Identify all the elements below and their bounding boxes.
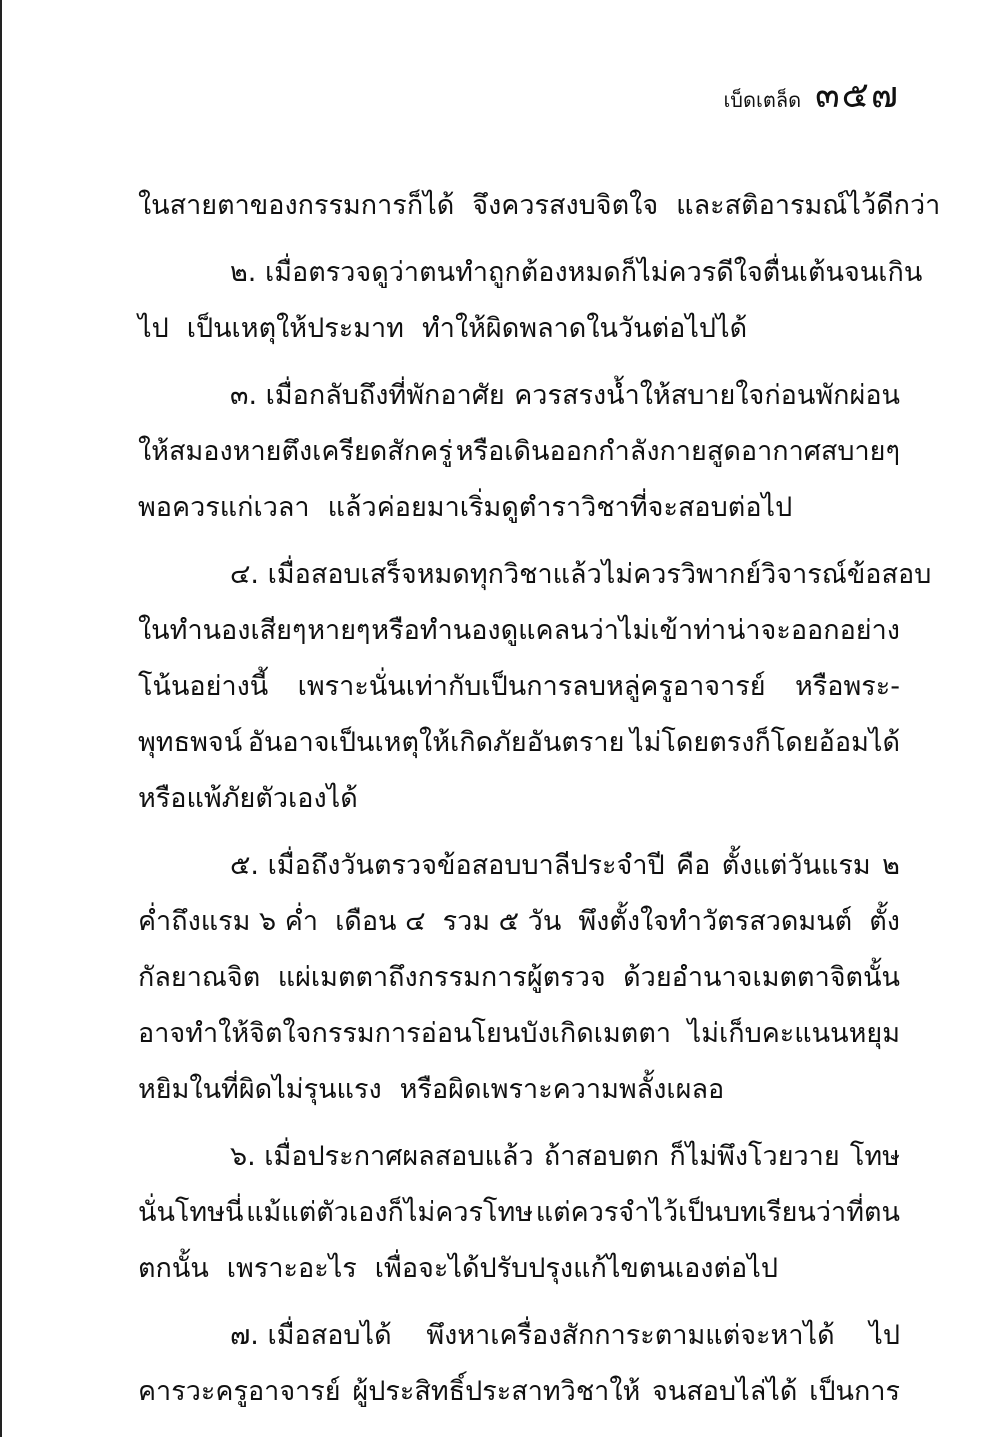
paragraph-item-4 [138, 547, 932, 827]
word-group: แล้วค่อยมาเริ่มดูตำราวิชาที่จะสอบต่อไป [327, 492, 793, 523]
word-group: ก็ไม่พึงโวยวาย [669, 1141, 840, 1172]
word-group: ตั้ง [869, 906, 900, 937]
word-group: ค่ำถึงแรม ๖ ค่ำ [138, 906, 318, 937]
word-group: ไป [138, 313, 169, 344]
text-line [138, 1006, 900, 1062]
word-group: เพราะอะไร [226, 1253, 357, 1284]
running-title: เบ็ดเตล็ด [723, 88, 802, 112]
text-line [138, 771, 900, 827]
word-group: ควรสรงน้ำให้สบายใจก่อนพักผ่อน [514, 380, 900, 411]
word-group: ในสายตาของกรรมการก็ได้ [138, 190, 455, 221]
running-head [723, 75, 900, 116]
word-group: พุทธพจน์ [138, 727, 243, 758]
text-line [138, 1241, 900, 1297]
body-text [138, 178, 941, 1431]
word-group: เพื่อจะได้ปรับปรุงแก้ไขตนเองต่อไป [374, 1253, 778, 1284]
word-group: คือ [676, 850, 711, 881]
word-group: เดือน ๔ [335, 906, 426, 937]
word-group: คารวะครูอาจารย์ [138, 1376, 341, 1407]
word-group: ทำให้ผิดพลาดในวันต่อไปได้ [421, 313, 748, 344]
word-group: ก็ไม่ควรดีใจตื่นเต้นจนเกิน [620, 257, 923, 288]
word-group: พึงตั้งใจทำวัตรสวดมนต์ [578, 906, 853, 937]
word-group: อาจทำให้จิตใจกรรมการอ่อนโยนบังเกิดเมตตา [138, 1018, 672, 1049]
word-group: หรือเดินออกกำลังกายสูดอากาศสบายๆ [455, 436, 900, 467]
paragraph-item-6 [138, 1129, 900, 1297]
word-group: และสติอารมณ์ไว้ดีกว่า [676, 190, 941, 221]
paragraph-item-2 [138, 245, 923, 357]
paragraph-item-3 [138, 368, 900, 536]
word-group: ตกนั้น [138, 1253, 209, 1284]
word-group: เพราะนั่นเท่ากับเป็นการลบหลู่ครูอาจารย์ [297, 671, 766, 702]
text-line [138, 480, 900, 536]
text-line [138, 894, 900, 950]
text-line [138, 368, 900, 424]
word-group: ถ้าสอบตก [543, 1141, 660, 1172]
word-group: ไม่ควรวิพากย์วิจารณ์ข้อสอบ [601, 559, 932, 590]
text-line [138, 950, 900, 1006]
text-line [138, 659, 900, 715]
text-line [138, 1129, 900, 1185]
text-line [138, 301, 900, 357]
word-group: พึงหาเครื่องสักการะตามแต่จะหาได้ [426, 1320, 835, 1351]
text-line [138, 1308, 900, 1364]
word-group: ๕. เมื่อถึงวันตรวจข้อสอบบาลีประจำปี [230, 850, 665, 881]
word-group: รวม ๕ วัน [442, 906, 562, 937]
word-group: หายๆ [307, 615, 371, 646]
text-line [138, 1185, 900, 1241]
text-line [138, 603, 900, 659]
word-group: ๓. เมื่อกลับถึงที่พักอาศัย [230, 380, 505, 411]
text-line [138, 424, 900, 480]
word-group: โน้นอย่างนี้ [138, 671, 269, 702]
word-group: ๒ [882, 850, 900, 881]
word-group: ไป [869, 1320, 900, 1351]
paragraph-item-7 [138, 1308, 900, 1420]
word-group: เป็นการ [809, 1376, 900, 1407]
text-line [138, 245, 923, 301]
word-group: แผ่เมตตาถึงกรรมการผู้ตรวจ [277, 962, 606, 993]
text-line [138, 715, 900, 771]
word-group: ผู้ประสิทธิ์ประสาทวิชาให้ [352, 1376, 641, 1407]
text-line [138, 178, 941, 234]
word-group: ๗. เมื่อสอบได้ [230, 1320, 392, 1351]
word-group: นั่นโทษนี่ [138, 1197, 244, 1228]
page-number: ๓๕๗ [815, 75, 900, 116]
word-group: ไม่เก็บคะแนนหยุม [687, 1018, 900, 1049]
word-group: ด้วยอำนาจเมตตาจิตนั้น [623, 962, 900, 993]
word-group: เป็นเหตุให้ประมาท [186, 313, 404, 344]
word-group: กัลยาณจิต [138, 962, 261, 993]
word-group: ตั้งแต่วันแรม [721, 850, 871, 881]
word-group: ๔. เมื่อสอบเสร็จหมดทุกวิชาแล้ว [230, 559, 602, 590]
word-group: แม้แต่ตัวเองก็ไม่ควรโทษ [246, 1197, 534, 1228]
word-group: ไม่โดยตรงก็โดยอ้อมได้ [630, 727, 900, 758]
word-group: จนสอบไล่ได้ [652, 1376, 798, 1407]
word-group: โทษ [849, 1141, 900, 1172]
word-group: หรือแพ้ภัยตัวเองได้ [138, 783, 358, 814]
word-group: อันอาจเป็นเหตุให้เกิดภัยอันตราย [247, 727, 625, 758]
word-group: ในทำนองเสียๆ [138, 615, 307, 646]
paragraph [138, 178, 941, 234]
word-group: น่าจะออกอย่าง [726, 615, 900, 646]
word-group: จึงควรสงบจิตใจ [472, 190, 659, 221]
word-group: หรือทำนองดูแคลนว่าไม่เข้าท่า [371, 615, 727, 646]
word-group: หรือพระ- [794, 671, 900, 702]
word-group: ให้สมองหายตึงเครียดสักครู่ [138, 436, 453, 467]
paragraph-item-5 [138, 838, 900, 1118]
text-line [138, 1062, 900, 1118]
word-group: ๒. เมื่อตรวจดูว่าตนทำถูกต้องหมด [230, 257, 621, 288]
word-group: หรือผิดเพราะความพลั้งเผลอ [399, 1074, 725, 1105]
text-line [138, 838, 900, 894]
word-group: พอควรแก่เวลา [138, 492, 310, 523]
word-group: ๖. เมื่อประกาศผลสอบแล้ว [230, 1141, 534, 1172]
text-line [138, 1364, 900, 1420]
word-group: แต่ควรจำไว้เป็นบทเรียนว่าที่ตน [535, 1197, 900, 1228]
word-group: หยิมในที่ผิดไม่รุนแรง [138, 1074, 382, 1105]
text-line [138, 547, 932, 603]
